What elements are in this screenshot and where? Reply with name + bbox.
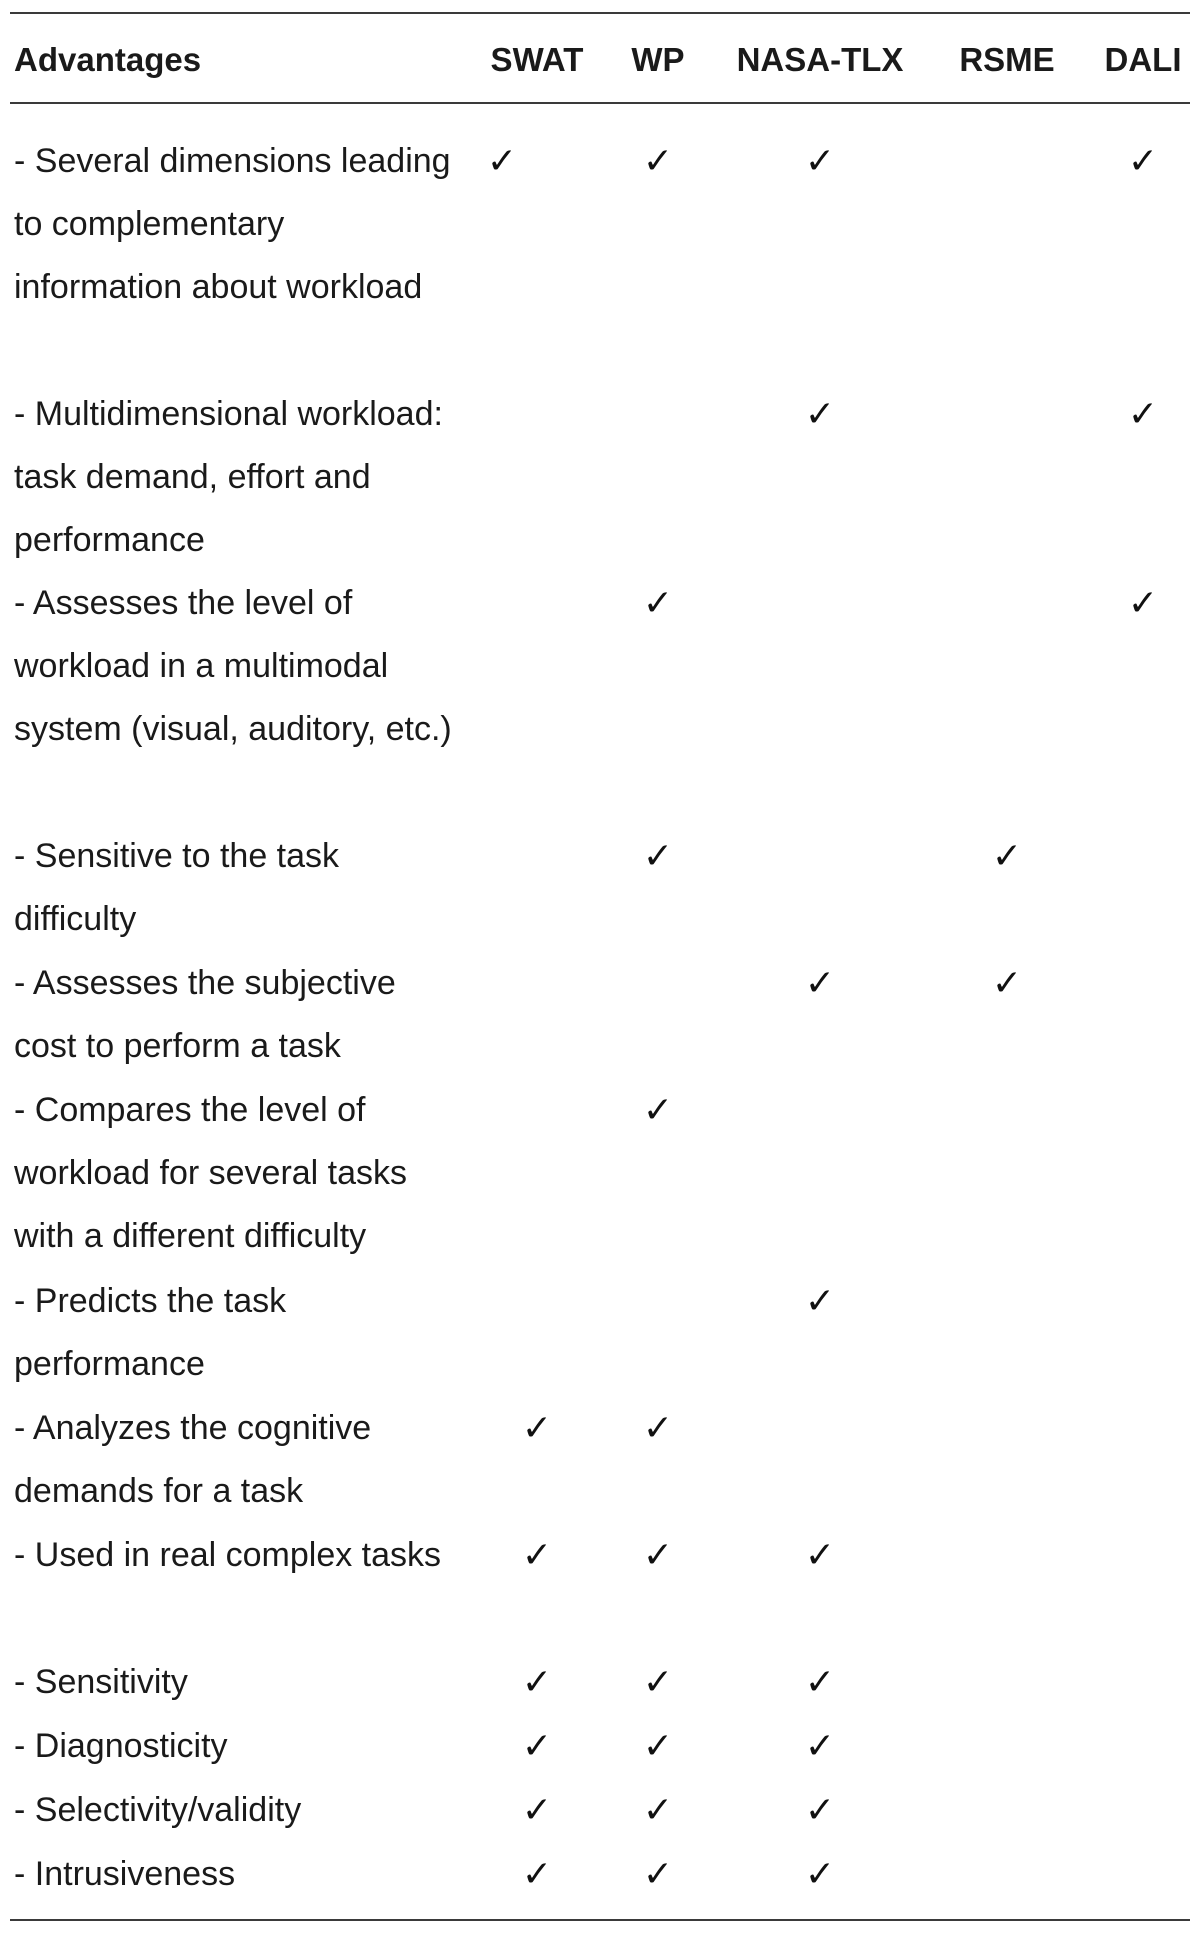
checkmark-icon-nasa-tlx: ✓ <box>804 1726 836 1767</box>
checkmark-icon-dali: ✓ <box>1127 583 1159 624</box>
checkmark-icon-wp: ✓ <box>642 1090 674 1131</box>
advantage-text: - Several dimensions leading to complementary information about workload <box>14 142 451 306</box>
advantage-text: - Assesses the subjective cost to perform a task <box>14 964 396 1065</box>
checkmark-icon-dali: ✓ <box>1127 141 1159 182</box>
checkmark-icon-wp: ✓ <box>642 1790 674 1831</box>
checkmark-icon-wp: ✓ <box>642 1662 674 1703</box>
checkmark-icon-rsme: ✓ <box>991 836 1023 877</box>
checkmark-icon-wp: ✓ <box>642 1408 674 1449</box>
checkmark-icon-wp: ✓ <box>642 583 674 624</box>
header-rsme: RSME <box>959 41 1055 78</box>
header-advantages: Advantages <box>14 41 202 78</box>
checkmark-icon-wp: ✓ <box>642 836 674 877</box>
checkmark-icon-swat: ✓ <box>521 1408 553 1449</box>
checkmark-icon-swat: ✓ <box>486 141 518 182</box>
checkmark-icon-nasa-tlx: ✓ <box>804 1790 836 1831</box>
advantage-text: - Sensitivity <box>14 1663 188 1701</box>
checkmark-icon-swat: ✓ <box>521 1854 553 1895</box>
advantage-text: - Predicts the task performance <box>14 1282 287 1383</box>
checkmark-icon-wp: ✓ <box>642 1854 674 1895</box>
checkmark-icon-nasa-tlx: ✓ <box>804 1662 836 1703</box>
header-nasa-tlx: NASA-TLX <box>736 41 904 78</box>
table-header-rule <box>10 102 1190 104</box>
advantage-text: - Diagnosticity <box>14 1727 228 1765</box>
advantage-text: - Used in real complex tasks <box>14 1536 442 1574</box>
header-swat: SWAT <box>490 41 584 78</box>
advantage-text: - Assesses the level of workload in a multimodal system (visual, auditory, etc.) <box>14 584 452 748</box>
checkmark-icon-wp: ✓ <box>642 1726 674 1767</box>
advantage-text: - Multidimensional workload: task demand, effort and performance <box>14 395 443 559</box>
header-wp: WP <box>631 41 685 78</box>
advantage-text: - Compares the level of workload for several tasks with a different difficulty <box>14 1091 408 1255</box>
checkmark-icon-swat: ✓ <box>521 1662 553 1703</box>
checkmark-icon-swat: ✓ <box>521 1790 553 1831</box>
checkmark-icon-nasa-tlx: ✓ <box>804 1535 836 1576</box>
checkmark-icon-nasa-tlx: ✓ <box>804 394 836 435</box>
advantage-text: - Analyzes the cognitive demands for a task <box>14 1409 372 1510</box>
table-bottom-rule <box>10 1919 1190 1921</box>
checkmark-icon-wp: ✓ <box>642 141 674 182</box>
checkmark-icon-nasa-tlx: ✓ <box>804 963 836 1004</box>
checkmark-icon-nasa-tlx: ✓ <box>804 141 836 182</box>
checkmark-icon-nasa-tlx: ✓ <box>804 1281 836 1322</box>
checkmark-icon-swat: ✓ <box>521 1535 553 1576</box>
checkmark-icon-nasa-tlx: ✓ <box>804 1854 836 1895</box>
advantage-text: - Intrusiveness <box>14 1855 236 1893</box>
checkmark-icon-swat: ✓ <box>521 1726 553 1767</box>
advantage-text: - Sensitive to the task difficulty <box>14 837 340 938</box>
checkmark-icon-wp: ✓ <box>642 1535 674 1576</box>
table-top-rule <box>10 12 1190 14</box>
header-dali: DALI <box>1104 41 1182 78</box>
advantage-text: - Selectivity/validity <box>14 1791 302 1829</box>
checkmark-icon-rsme: ✓ <box>991 963 1023 1004</box>
checkmark-icon-dali: ✓ <box>1127 394 1159 435</box>
